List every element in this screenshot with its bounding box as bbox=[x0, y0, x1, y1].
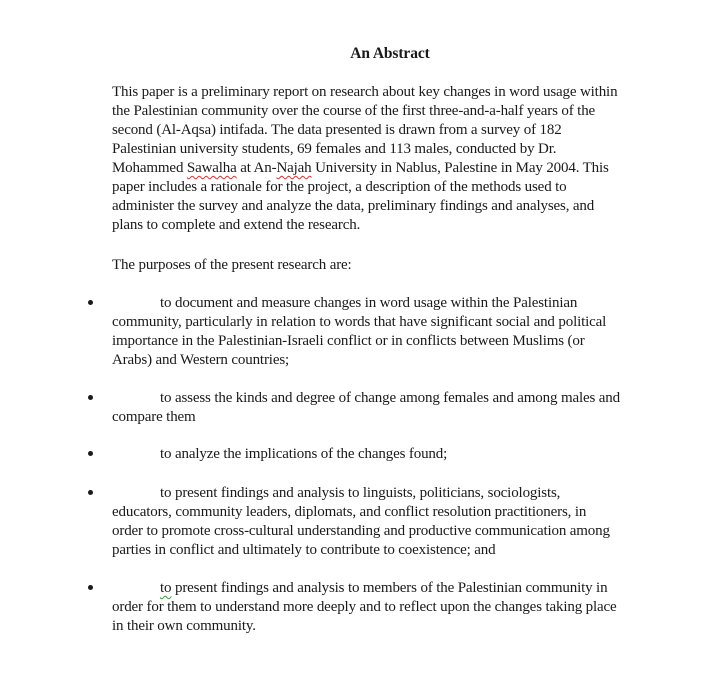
text-segment: present findings and analysis to members of the Palestinian community in bbox=[171, 580, 608, 596]
bullet-line: in their own community. bbox=[112, 618, 256, 634]
abstract-line: second (Al-Aqsa) intifada. The data presented is drawn from a survey of 182 bbox=[112, 122, 562, 138]
bullet-line: community, particularly in relation to words that have significant social and political bbox=[112, 314, 607, 330]
bullet-line: Arabs) and Western countries; bbox=[112, 352, 290, 368]
text-segment: University in Nablus, Palestine in May 2004. This bbox=[311, 160, 609, 176]
bullet-icon bbox=[88, 451, 93, 456]
bullet-text bbox=[112, 445, 447, 464]
bullet-line: importance in the Palestinian-Israeli conflict or in conflicts between Muslims (or bbox=[112, 333, 585, 349]
grammar-flagged-word[interactable]: to bbox=[160, 580, 172, 596]
bullet-text bbox=[112, 294, 606, 370]
abstract-line bbox=[112, 159, 617, 178]
purposes-intro: The purposes of the present research are: bbox=[112, 257, 352, 273]
abstract-line: paper includes a rationale for the project, a description of the methods used to bbox=[112, 179, 567, 195]
spelling-flagged-word[interactable]: Najah bbox=[276, 160, 312, 176]
bullet-line: to present findings and analysis to linguists, politicians, sociologists, bbox=[160, 485, 561, 501]
bullet-icon bbox=[88, 490, 93, 495]
spelling-flagged-word[interactable]: Sawalha bbox=[186, 160, 237, 176]
abstract-paragraph bbox=[112, 83, 617, 235]
bullet-line: compare them bbox=[112, 409, 196, 425]
abstract-line: administer the survey and analyze the data, preliminary findings and analyses, and bbox=[112, 198, 595, 214]
bullet-line: to assess the kinds and degree of change among females and among males and bbox=[160, 390, 621, 406]
abstract-line: the Palestinian community over the course of the first three-and-a-half years of the bbox=[112, 103, 596, 119]
bullet-line: to analyze the implications of the changes found; bbox=[160, 446, 448, 462]
bullet-icon bbox=[88, 585, 93, 590]
bullet-icon bbox=[88, 300, 93, 305]
abstract-line: Palestinian university students, 69 females and 113 males, conducted by Dr. bbox=[112, 141, 557, 157]
abstract-line: This paper is a preliminary report on research about key changes in word usage within bbox=[112, 84, 618, 100]
bullet-line: parties in conflict and ultimately to contribute to coexistence; and bbox=[112, 542, 496, 558]
bullet-line bbox=[112, 579, 617, 598]
bullet-line: to document and measure changes in word usage within the Palestinian bbox=[160, 295, 578, 311]
document-title: An Abstract bbox=[350, 45, 430, 62]
bullet-line: order for them to understand more deeply and to reflect upon the changes taking place bbox=[112, 599, 617, 615]
bullet-text bbox=[112, 484, 610, 560]
text-segment: at An- bbox=[236, 160, 277, 176]
bullet-text bbox=[112, 389, 620, 427]
bullet-icon bbox=[88, 395, 93, 400]
bullet-text bbox=[112, 579, 617, 636]
bullet-line: order to promote cross-cultural understanding and productive communication among bbox=[112, 523, 610, 539]
text-segment: Mohammed bbox=[112, 160, 187, 176]
abstract-line: plans to complete and extend the research. bbox=[112, 217, 361, 233]
bullet-line: educators, community leaders, diplomats, and conflict resolution practitioners, in bbox=[112, 504, 587, 520]
